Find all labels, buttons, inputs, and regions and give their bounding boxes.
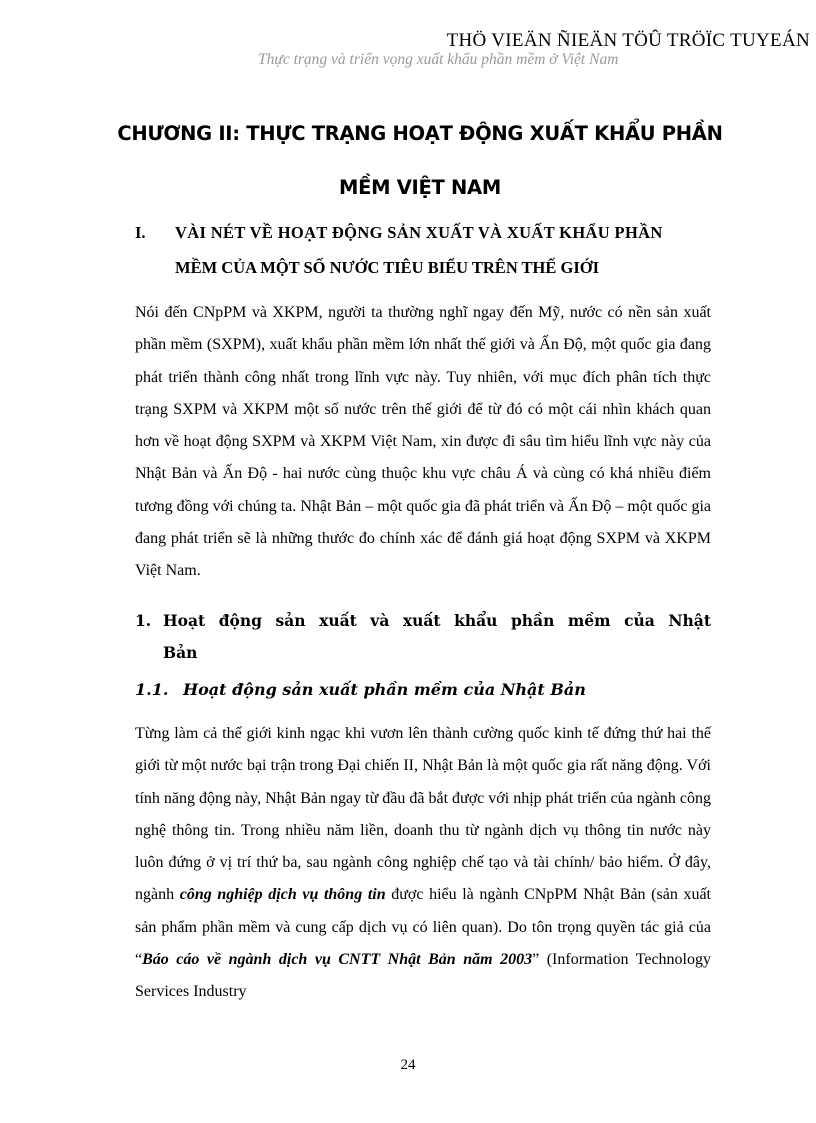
chapter-title-line-1: CHƯƠNG II: THỰC TRẠNG HOẠT ĐỘNG XUẤT KHẨU PHẦN xyxy=(117,122,723,145)
chapter-title-line-2: MỀM VIỆT NAM xyxy=(339,176,501,199)
paragraph-intro: Nói đến CNpPM và XKPM, người ta thường nghĩ ngay đến Mỹ, nước có nền sản xuất phần mềm (SXPM), xuất khẩu phần mềm lớn nhất thế giới và Ấn Độ, một quốc gia đang phát triển thành công nhất trong lĩnh vực này. Tuy nhiên, với mục đích phân tích thực trạng SXPM và XKPM một số nước trên thế giới để từ đó có một cái nhìn khách quan hơn về hoạt động SXPM và XKPM Việt Nam, xin được đi sâu tìm hiểu lĩnh vực này của Nhật Bản và Ấn Độ - hai nước cùng thuộc khu vực châu Á và cùng có khá nhiều điểm tương đồng với chúng ta. Nhật Bản – một quốc gia đã phát triển và Ấn Độ – một quốc gia đang phát triển sẽ là những thước đo chính xác để đánh giá hoạt động SXPM và XKPM Việt Nam. xyxy=(135,304,711,580)
subsection-heading-line-1: Hoạt động sản xuất và xuất khẩu phần mềm của Nhật xyxy=(163,611,711,630)
subsection-heading-line-2: Bản xyxy=(163,643,198,662)
running-header: Thực trạng và triển vọng xuất khẩu phần mềm ở Việt Nam xyxy=(258,51,619,68)
subsection-1-1-number: 1.1. xyxy=(135,680,169,699)
report-title: Báo cáo về ngành dịch vụ CNTT Nhật Bản năm 2003 xyxy=(142,951,533,969)
emphasis-term: công nghiệp dịch vụ thông tin xyxy=(179,886,386,904)
paragraph-japan-part-2: được hiểu là ngành CNpPM Nhật Bản (sản xuất sản phẩm phần mềm và cung cấp dịch vụ có liên quan). Do tôn trọng quyền tác giả của “ xyxy=(135,886,711,969)
page-number: 24 xyxy=(400,1057,416,1073)
subsection-heading-1-1 xyxy=(135,680,586,699)
paragraph-japan-part-3: ” (Information Technology Services Industry xyxy=(135,951,711,1001)
section-heading-line-1: VÀI NÉT VỀ HOẠT ĐỘNG SẢN XUẤT VÀ XUẤT KHẨU PHẦN xyxy=(175,223,663,242)
section-number: I. xyxy=(135,223,146,242)
subsection-1-1-title: Hoạt động sản xuất phần mềm của Nhật Bản xyxy=(183,680,586,699)
paragraph-japan xyxy=(135,718,711,1009)
paragraph-japan-part-1: Từng làm cả thế giới kinh ngạc khi vươn lên thành cường quốc kinh tế đứng thứ hai thế giới từ một nước bại trận trong Đại chiến II, Nhật Bản là một quốc gia rất năng động. Với tính năng động này, Nhật Bản ngay từ đầu đã bắt được với nhịp phát triển của ngành công nghệ thông tin. Trong nhiều năm liền, doanh thu từ ngành dịch vụ thông tin nước này luôn đứng ở vị trí thứ ba, sau ngành công nghiệp chế tạo và tài chính/ bảo hiểm. Ở đây, ngành xyxy=(135,725,711,904)
watermark-text: THÖ VIEÄN ÑIEÄN TÖÛ TRÖÏC TUYEÁN xyxy=(446,30,810,51)
section-heading-line-2: MỀM CỦA MỘT SỐ NƯỚC TIÊU BIỂU TRÊN THẾ GIỚI xyxy=(175,258,600,277)
subsection-number: 1. xyxy=(135,611,152,630)
